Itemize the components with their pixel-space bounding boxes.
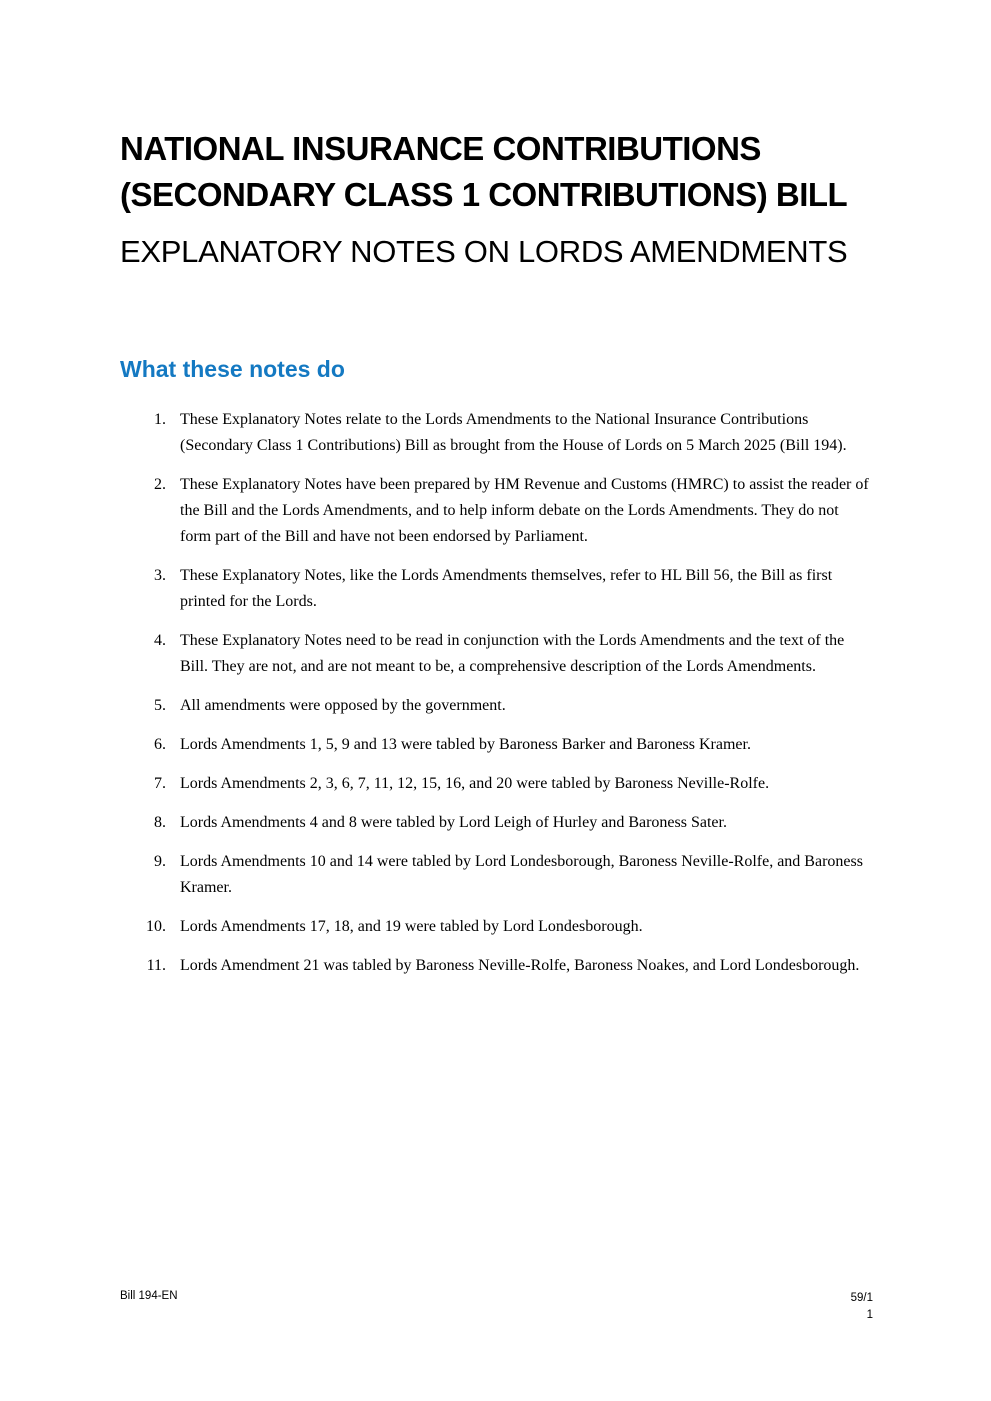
list-item-text: Lords Amendments 4 and 8 were tabled by Lord Leigh of Hurley and Baroness Sater. [180,814,727,832]
section-heading: What these notes do [120,355,345,382]
list-item-number: 11. [146,957,166,975]
list-item-number: 7. [154,775,166,793]
list-item [120,732,872,758]
footer-bill-number: Bill 194-EN [120,1290,178,1302]
footer-serial: 59/1 [850,1292,873,1304]
list-item-number: 10. [146,918,166,936]
list-item [120,849,872,901]
list-item-text: Lords Amendments 1, 5, 9 and 13 were tabled by Baroness Barker and Baroness Kramer. [180,736,751,754]
list-item [120,407,872,459]
list-item-number: 4. [154,632,166,650]
footer-right-block [851,1290,873,1325]
list-item-text: These Explanatory Notes have been prepared by HM Revenue and Customs (HMRC) to assist the reader of the Bill and the Lords Amendments, and to help inform debate on the Lords Amendments. They do not form part of the Bill and have not been endorsed by Parliament. [180,476,869,546]
document-subtitle: EXPLANATORY NOTES ON LORDS AMENDMENTS [120,234,848,270]
list-item-number: 1. [154,411,166,429]
list-item [120,771,872,797]
list-item-text: These Explanatory Notes relate to the Lords Amendments to the National Insurance Contributions (Secondary Class 1 Contributions) Bill as brought from the House of Lords on 5 March 2025 (Bill 194). [180,411,847,455]
document-title: NATIONAL INSURANCE CONTRIBUTIONS (SECONDARY CLASS 1 CONTRIBUTIONS) BILL [120,130,848,213]
list-item-text: Lords Amendment 21 was tabled by Baroness Neville-Rolfe, Baroness Noakes, and Lord Londesborough. [180,957,860,975]
list-item-text: Lords Amendments 2, 3, 6, 7, 11, 12, 15, 16, and 20 were tabled by Baroness Neville-Rolfe. [180,775,770,793]
list-item-number: 2. [154,476,166,494]
list-item [120,914,872,940]
list-item [120,693,872,719]
footer-page-number: 1 [866,1309,873,1322]
list-item-number: 5. [154,697,166,715]
list-item-text: These Explanatory Notes need to be read in conjunction with the Lords Amendments and the text of the Bill. They are not, and are not meant to be, a comprehensive description of the Lords Amendments. [180,632,845,676]
list-item [120,628,872,680]
footer [120,1290,873,1325]
document-content [120,0,872,992]
list-item [120,810,872,836]
list-item-number: 6. [154,736,166,754]
list-item-number: 3. [154,567,166,585]
list-item-text: These Explanatory Notes, like the Lords Amendments themselves, refer to HL Bill 56, the Bill as first printed for the Lords. [180,567,833,611]
notes-list [120,407,872,979]
list-item-number: 8. [154,814,166,832]
list-item-text: All amendments were opposed by the government. [180,697,506,715]
list-item [120,563,872,615]
list-item-number: 9. [154,853,166,871]
list-item [120,953,872,979]
list-item-text: Lords Amendments 10 and 14 were tabled by Lord Londesborough, Baroness Neville-Rolfe, and Baroness Kramer. [180,853,863,897]
list-item-text: Lords Amendments 17, 18, and 19 were tabled by Lord Londesborough. [180,918,643,936]
list-item [120,472,872,550]
